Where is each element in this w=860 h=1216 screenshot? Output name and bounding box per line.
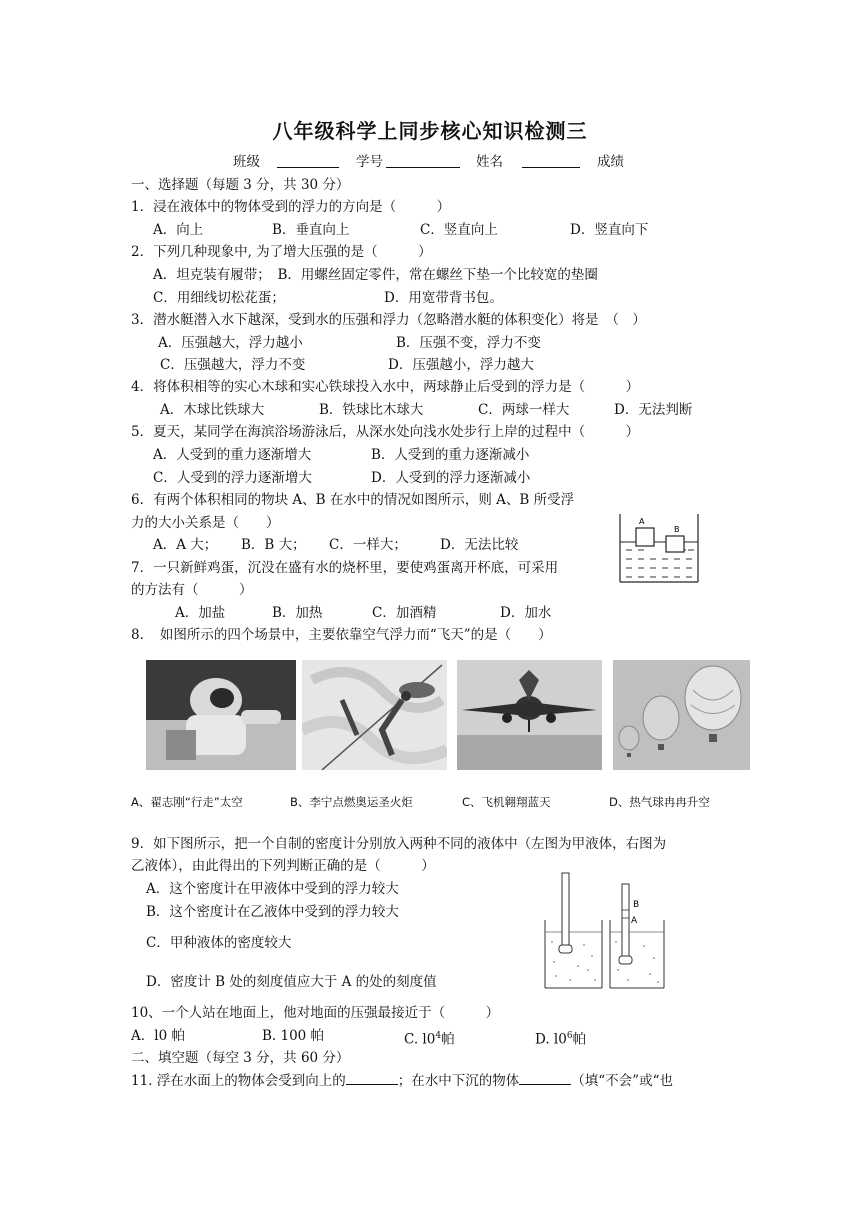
question-6-stem-line2: 力的大小关系是（ ） xyxy=(131,515,280,531)
q3-option-b[interactable]: B．压强不变，浮力不变 xyxy=(396,335,541,351)
q11-blank-1[interactable] xyxy=(346,1072,398,1085)
q10-option-c[interactable] xyxy=(404,1027,455,1049)
astronaut-photo xyxy=(146,660,296,770)
photo-caption-b: B、李宁点燃奥运圣火炬 xyxy=(290,795,413,809)
q9-option-c[interactable]: C．甲种液体的密度较大 xyxy=(146,935,292,951)
block-b xyxy=(666,536,684,552)
q4-option-b[interactable]: B．铁球比木球大 xyxy=(319,402,424,418)
question-7-stem-line2: 的方法有（ ） xyxy=(131,582,253,598)
question-3-stem: 3．潜水艇潜入水下越深，受到水的压强和浮力（忽略潜水艇的体积变化）将是 （ ） xyxy=(131,312,646,328)
q1-option-b[interactable]: B．垂直向上 xyxy=(272,222,350,238)
block-a-label: A xyxy=(639,517,645,526)
block-a xyxy=(636,528,654,546)
airplane-photo xyxy=(457,660,602,770)
q10-option-d-unit: 帕 xyxy=(572,1031,587,1048)
q10-option-c-unit: 帕 xyxy=(441,1031,455,1048)
q2-option-c[interactable]: C．用细线切松花蛋； xyxy=(153,290,285,306)
mark-b-label: B xyxy=(633,900,640,910)
q1-option-a[interactable]: A．向上 xyxy=(153,222,204,238)
student-id-blank[interactable] xyxy=(386,155,460,168)
q4-option-c[interactable]: C．两球一样大 xyxy=(478,402,570,418)
name-blank[interactable] xyxy=(522,155,580,168)
photo-caption-d: D、热气球冉冉升空 xyxy=(609,795,710,809)
q5-option-c[interactable]: C．人受到的浮力逐渐增大 xyxy=(153,470,312,486)
q9-option-a[interactable]: A．这个密度计在甲液体中受到的浮力较大 xyxy=(146,881,399,897)
q10-option-d[interactable] xyxy=(535,1027,586,1049)
q7-option-b[interactable]: B．加热 xyxy=(272,605,323,621)
q7-option-a[interactable]: A．加盐 xyxy=(175,605,226,621)
question-6-stem-line1: 6．有两个体积相同的物块 A、B 在水中的情况如图所示，则 A、B 所受浮 xyxy=(131,492,575,508)
question-9-stem-line1: 9．如下图所示，把一个自制的密度计分别放入两种不同的液体中（左图为甲液体，右图为 xyxy=(131,836,667,852)
hot-air-balloon-photo xyxy=(613,660,750,770)
section-heading-choice: 一、选择题（每题 3 分，共 30 分） xyxy=(131,177,350,193)
q11-text-3: （填“不会”或“也 xyxy=(571,1073,673,1089)
q10-option-c-exponent: 4 xyxy=(435,1031,442,1041)
q2-option-d[interactable]: D．用宽带背书包。 xyxy=(384,290,503,306)
q3-option-c[interactable]: C．压强越大，浮力不变 xyxy=(160,357,306,373)
q4-option-a[interactable]: A．木球比铁球大 xyxy=(160,402,265,418)
torch-lighter-photo xyxy=(302,660,447,770)
q6-option-d[interactable]: D．无法比较 xyxy=(440,537,519,553)
photo-caption-a: A、翟志刚“行走”太空 xyxy=(131,795,243,809)
class-label: 班级 xyxy=(233,154,260,170)
question-8-stem: 8． 如图所示的四个场景中，主要依靠空气浮力而“飞天”的是（ ） xyxy=(131,627,552,643)
question-11-stem xyxy=(131,1072,673,1090)
q7-option-c[interactable]: C．加酒精 xyxy=(372,605,437,621)
q10-option-c-base: C. l0 xyxy=(404,1031,436,1048)
left-beaker xyxy=(545,873,602,988)
q3-option-a[interactable]: A．压强越大，浮力越小 xyxy=(158,335,303,351)
page-title: 八年级科学上同步核心知识检测三 xyxy=(272,119,588,143)
q5-option-d[interactable]: D．人受到的浮力逐渐减小 xyxy=(371,470,531,486)
mark-a-label: A xyxy=(631,916,638,926)
question-7-stem-line1: 7．一只新鲜鸡蛋，沉没在盛有水的烧杯里，要使鸡蛋离开杯底，可采用 xyxy=(131,560,559,576)
question-4-stem: 4．将体积相等的实心木球和实心铁球投入水中，两球静止后受到的浮力是（ ） xyxy=(131,379,640,395)
q6-blocks-figure xyxy=(618,512,700,584)
q11-text-2: ；在水中下沉的物体 xyxy=(397,1073,520,1089)
q10-option-d-base: D. l0 xyxy=(535,1031,567,1048)
q4-option-d[interactable]: D．无法判断 xyxy=(614,402,693,418)
q5-option-b[interactable]: B．人受到的重力逐渐减小 xyxy=(371,447,530,463)
block-b-label: B xyxy=(674,525,680,534)
q11-blank-2[interactable] xyxy=(519,1072,571,1085)
section-heading-fill: 二、填空题（每空 3 分，共 60 分） xyxy=(131,1050,350,1066)
q6-option-a[interactable]: A．A 大； xyxy=(153,537,218,553)
hydrometer-figure xyxy=(540,870,670,992)
q2-options-ab[interactable]: A．坦克装有履带； B．用螺丝固定零件，常在螺丝下垫一个比较宽的垫圈 xyxy=(153,267,598,283)
question-9-stem-line2: 乙液体），由此得出的下列判断正确的是（ ） xyxy=(131,858,435,874)
q1-option-d[interactable]: D．竖直向下 xyxy=(570,222,649,238)
q10-option-d-exponent: 6 xyxy=(566,1031,573,1041)
q11-text-1: 11. 浮在水面上的物体会受到向上的 xyxy=(131,1073,346,1089)
q6-option-c[interactable]: C．一样大； xyxy=(329,537,407,553)
q5-option-a[interactable]: A．人受到的重力逐渐增大 xyxy=(153,447,312,463)
class-blank[interactable] xyxy=(277,155,339,168)
name-label: 姓名 xyxy=(476,154,503,170)
question-5-stem: 5．夏天，某同学在海滨浴场游泳后，从深水处向浅水处步行上岸的过程中（ ） xyxy=(131,424,640,440)
q1-option-c[interactable]: C．竖直向上 xyxy=(420,222,498,238)
q10-option-b[interactable]: B. 100 帕 xyxy=(262,1028,325,1044)
q7-option-d[interactable]: D．加水 xyxy=(500,605,552,621)
question-1-stem: 1．浸在液体中的物体受到的浮力的方向是（ ） xyxy=(131,199,451,215)
q10-option-a[interactable]: A．l0 帕 xyxy=(131,1028,185,1044)
q3-option-d[interactable]: D．压强越小，浮力越大 xyxy=(388,357,534,373)
question-2-stem: 2．下列几种现象中, 为了增大压强的是（ ） xyxy=(131,244,432,260)
q6-option-b[interactable]: B．B 大； xyxy=(241,537,306,553)
photo-caption-c: C、飞机翱翔蓝天 xyxy=(462,795,551,809)
score-label: 成绩 xyxy=(597,154,624,170)
question-10-stem: 10、一个人站在地面上，他对地面的压强最接近于（ ） xyxy=(131,1005,500,1021)
q9-option-d[interactable]: D．密度计 B 处的刻度值应大于 A 的处的刻度值 xyxy=(146,974,437,990)
q9-option-b[interactable]: B．这个密度计在乙液体中受到的浮力较大 xyxy=(146,904,399,920)
student-id-label: 学号 xyxy=(356,154,383,170)
